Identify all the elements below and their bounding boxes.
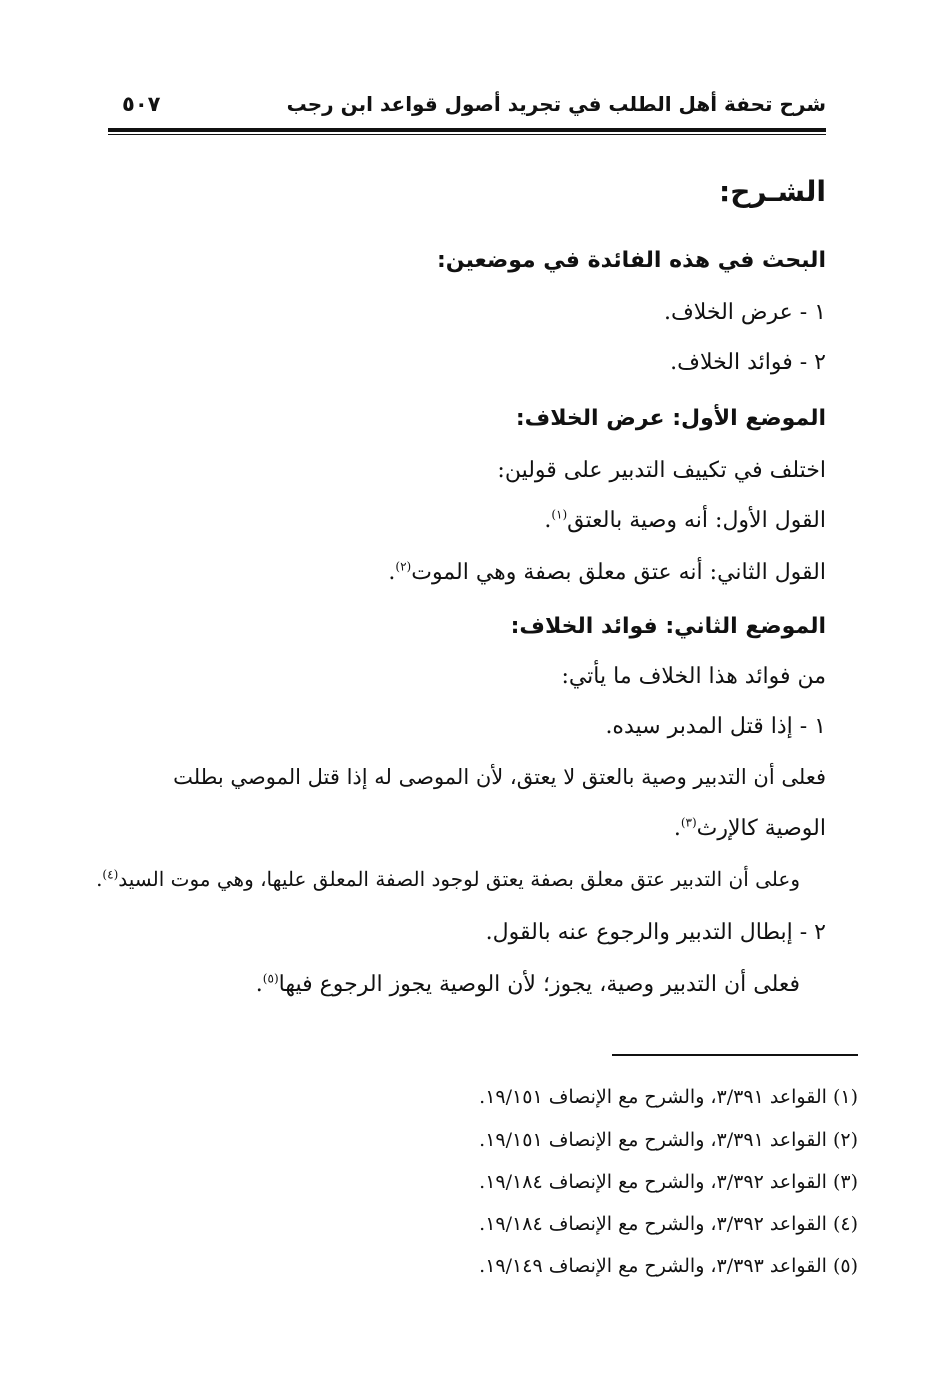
punctuation: .: [673, 816, 681, 841]
footnote: (٣) القواعد ٣/٣٩٢، والشرح مع الإنصاف ١٩/١٨٤.: [479, 1171, 858, 1193]
list-item: ١ - عرض الخلاف.: [663, 300, 826, 325]
paragraph: اختلف في تكييف التدبير على قولين:: [497, 458, 826, 483]
footnote-ref: (٥): [262, 971, 279, 986]
footnote: (٤) القواعد ٣/٣٩٢، والشرح مع الإنصاف ١٩/١٨٤.: [479, 1213, 858, 1235]
footnote-ref: (٢): [395, 559, 412, 574]
intro-heading: البحث في هذه الفائدة في موضعين:: [436, 248, 826, 273]
footnote: (٥) القواعد ٣/٣٩٣، والشرح مع الإنصاف ١٩/١٤٩.: [479, 1255, 858, 1277]
punctuation: .: [96, 867, 103, 891]
footnote-separator: [612, 1054, 858, 1056]
second-section-heading: الموضع الثاني: فوائد الخلاف:: [510, 614, 826, 639]
opinion-one: [544, 506, 826, 536]
opinion-one-text: أنه وصية بالعتق: [567, 508, 709, 533]
footnote-ref: (٤): [102, 867, 119, 882]
section-title: الشـرح:: [719, 175, 826, 208]
list-item: ٢ - إبطال التدبير والرجوع عنه بالقول.: [485, 920, 826, 945]
paragraph: من فوائد هذا الخلاف ما يأتي:: [561, 664, 826, 689]
footnote: (١) القواعد ٣/٣٩١، والشرح مع الإنصاف ١٩/١٥١.: [479, 1086, 858, 1108]
paragraph-text: الوصية كالإرث: [696, 816, 826, 841]
paragraph-text: وعلى أن التدبير عتق معلق بصفة يعتق لوجود الصفة المعلق عليها، وهي موت السيد: [118, 867, 800, 891]
footnote-ref: (١): [551, 507, 568, 522]
footnote-ref: (٣): [680, 815, 697, 830]
page-number: ٥٠٧: [122, 92, 161, 116]
opinion-two-label: القول الثاني:: [709, 560, 826, 585]
paragraph-line: فعلى أن التدبير وصية بالعتق لا يعتق، لأن الموصى له إذا قتل الموصي بطلت: [173, 765, 826, 789]
paragraph-line: [256, 970, 800, 1000]
paragraph-line: [96, 864, 800, 894]
list-item: ١ - إذا قتل المدبر سيده.: [605, 714, 826, 739]
header-rule-thick: [108, 128, 826, 132]
page-header: [108, 86, 826, 126]
paragraph-text: فعلى أن التدبير وصية، يجوز؛ لأن الوصية يجوز الرجوع فيها: [278, 972, 800, 997]
footnote: (٢) القواعد ٣/٣٩١، والشرح مع الإنصاف ١٩/١٥١.: [479, 1129, 858, 1151]
header-rule-thin: [108, 134, 826, 135]
punctuation: .: [544, 508, 552, 533]
opinion-one-label: القول الأول:: [715, 508, 826, 533]
punctuation: .: [388, 560, 396, 585]
paragraph-line: [674, 814, 826, 844]
first-section-heading: الموضع الأول: عرض الخلاف:: [515, 406, 826, 431]
running-title: شرح تحفة أهل الطلب في تجريد أصول قواعد ابن رجب: [286, 92, 826, 116]
list-item: ٢ - فوائد الخلاف.: [670, 350, 826, 375]
opinion-two-text: أنه عتق معلق بصفة وهي الموت: [411, 560, 703, 585]
punctuation: .: [255, 972, 263, 997]
opinion-two: [388, 558, 826, 588]
